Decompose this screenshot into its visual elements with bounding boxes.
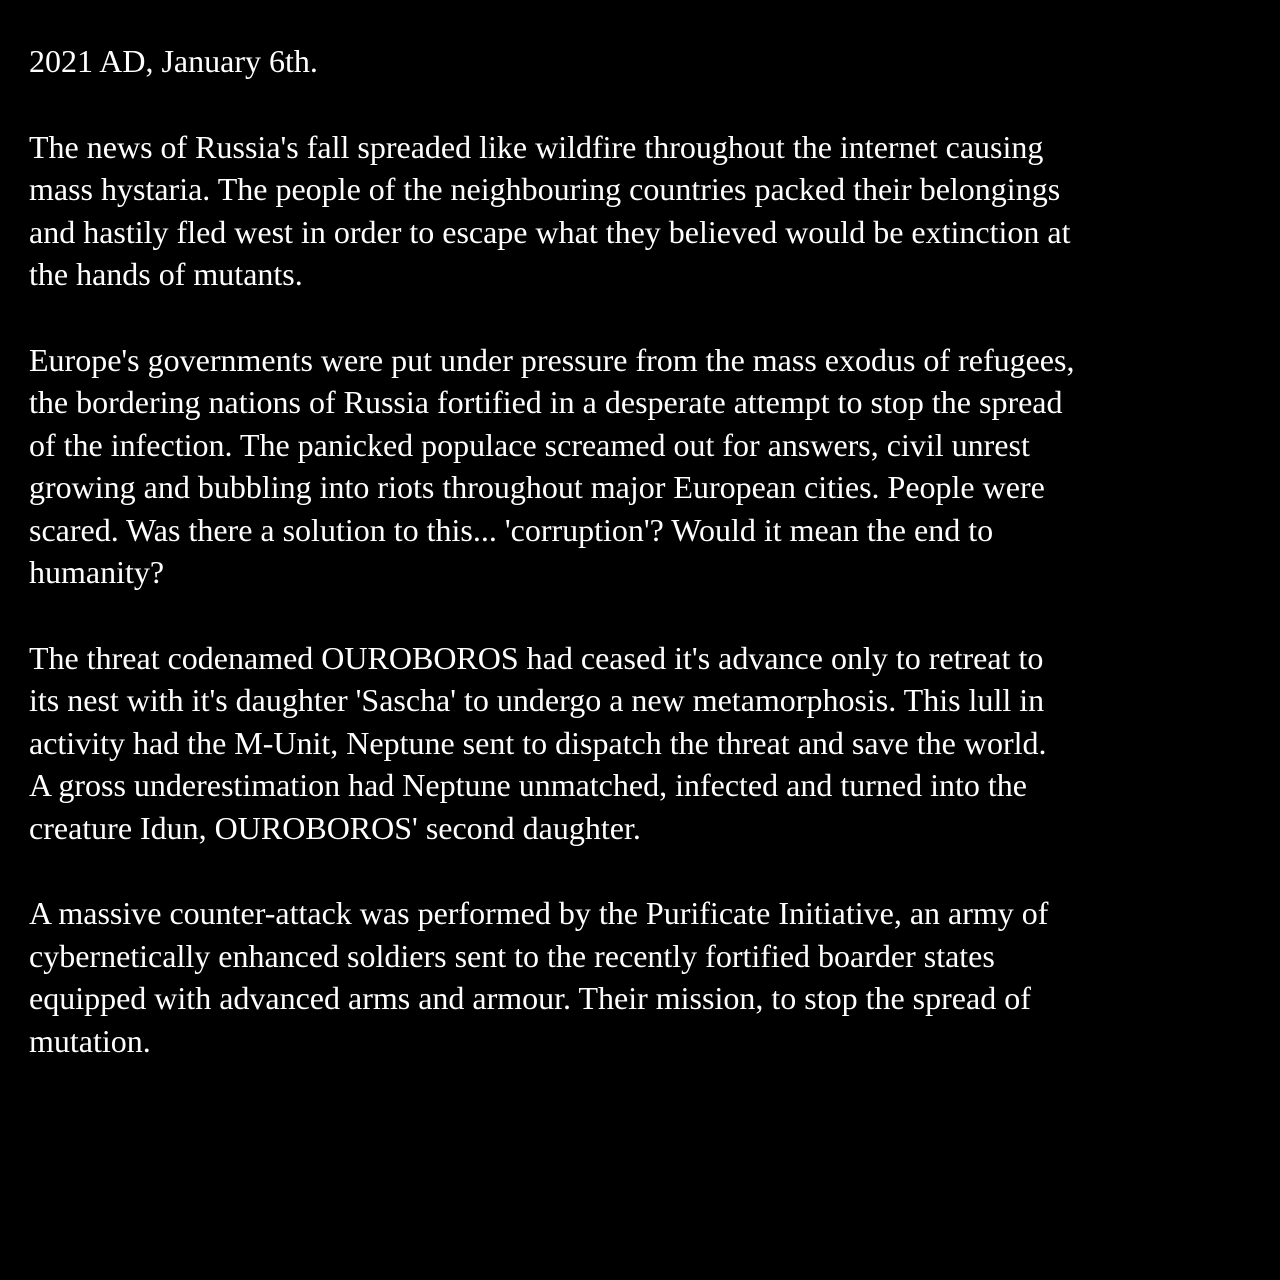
paragraph-line: mutation.	[29, 1022, 151, 1059]
paragraph-4	[29, 892, 1252, 1062]
paragraph-line: of the infection. The panicked populace screamed out for answers, civil unrest	[29, 426, 1030, 463]
paragraph-line: the bordering nations of Russia fortified in a desperate attempt to stop the spread	[29, 384, 1063, 420]
paragraph-2	[29, 339, 1252, 594]
paragraph-line: mass hystaria. The people of the neighbouring countries packed their belongings	[29, 171, 1061, 207]
paragraph-line: and hastily fled west in order to escape what they believed would be extinction at	[29, 213, 1071, 250]
date-heading	[29, 40, 1252, 83]
paragraph-line: equipped with advanced arms and armour. Their mission, to stop the spread of	[29, 980, 1031, 1016]
paragraph-line: humanity?	[29, 554, 165, 590]
paragraph-line: A gross underestimation had Neptune unmatched, infected and turned into the	[29, 767, 1027, 803]
date-line: 2021 AD, January 6th.	[29, 43, 318, 79]
paragraph-1	[29, 126, 1252, 296]
paragraph-3	[29, 637, 1252, 850]
paragraph-line: Europe's governments were put under pressure from the mass exodus of refugees,	[29, 341, 1075, 378]
paragraph-line: cybernetically enhanced soldiers sent to the recently fortified boarder states	[29, 937, 995, 974]
paragraph-line: A massive counter-attack was performed by the Purificate Initiative, an army of	[29, 895, 1049, 931]
paragraph-line: its nest with it's daughter 'Sascha' to undergo a new metamorphosis. This lull in	[29, 682, 1045, 718]
paragraph-line: the hands of mutants.	[29, 256, 303, 292]
paragraph-line: scared. Was there a solution to this... 'corruption'? Would it mean the end to	[29, 511, 994, 548]
paragraph-line: The threat codenamed OUROBOROS had ceased it's advance only to retreat to	[29, 639, 1044, 676]
paragraph-line: The news of Russia's fall spreaded like wildfire throughout the internet causing	[29, 128, 1044, 165]
paragraph-line: growing and bubbling into riots throughout major European cities. People were	[29, 469, 1045, 505]
paragraph-line: activity had the M-Unit, Neptune sent to dispatch the threat and save the world.	[29, 724, 1047, 761]
paragraph-line: creature Idun, OUROBOROS' second daughter.	[29, 809, 641, 846]
